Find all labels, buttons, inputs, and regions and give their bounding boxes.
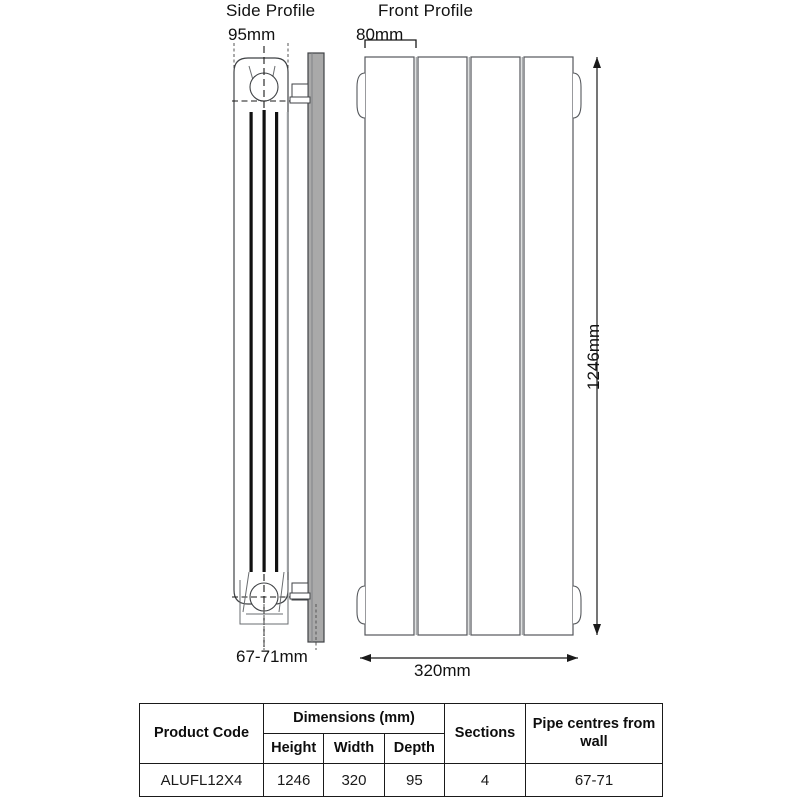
front-section-width-label: 80mm xyxy=(356,25,404,44)
header-sections: Sections xyxy=(445,704,526,764)
pipe-centres-label: 67-71mm xyxy=(236,647,308,666)
front-left-cap-top xyxy=(357,73,365,118)
front-profile-title: Front Profile xyxy=(378,1,474,20)
front-section-2 xyxy=(418,57,467,635)
side-profile-title: Side Profile xyxy=(226,1,316,20)
header-depth: Depth xyxy=(384,734,444,764)
cell-width: 320 xyxy=(324,764,384,797)
side-profile-group xyxy=(232,43,324,650)
front-section-3 xyxy=(471,57,520,635)
front-section-1 xyxy=(365,57,414,635)
cell-pipe-centres: 67-71 xyxy=(526,764,663,797)
top-bracket-plate xyxy=(290,97,310,103)
wall-bar xyxy=(308,53,324,642)
side-fin-2 xyxy=(263,110,266,572)
front-right-cap-top xyxy=(573,73,581,118)
width-dim-arrow-right xyxy=(567,654,578,662)
front-left-cap-bottom xyxy=(357,586,365,624)
cell-sections: 4 xyxy=(445,764,526,797)
header-pipe-centres: Pipe centres from wall xyxy=(526,704,663,764)
table-header-row-1 xyxy=(140,704,663,734)
cell-depth: 95 xyxy=(384,764,444,797)
header-height: Height xyxy=(264,734,324,764)
front-profile-group xyxy=(357,40,601,662)
cell-height: 1246 xyxy=(264,764,324,797)
side-depth-label: 95mm xyxy=(228,25,276,44)
front-section-4 xyxy=(524,57,573,635)
header-product-code: Product Code xyxy=(140,704,264,764)
side-fin-3 xyxy=(275,112,278,572)
header-width: Width xyxy=(324,734,384,764)
height-dim-arrow-top xyxy=(593,57,601,68)
front-total-width-label: 320mm xyxy=(414,661,471,680)
front-right-cap-bottom xyxy=(573,586,581,624)
specification-table xyxy=(139,703,663,797)
cell-product-code: ALUFL12X4 xyxy=(140,764,264,797)
table-row xyxy=(140,764,663,797)
side-body-outline xyxy=(234,58,288,604)
width-dim-arrow-left xyxy=(360,654,371,662)
bottom-bracket-plate xyxy=(290,593,310,599)
side-fin-1 xyxy=(250,112,253,572)
height-dim-arrow-bottom xyxy=(593,624,601,635)
header-dimensions-group: Dimensions (mm) xyxy=(264,704,445,734)
front-total-height-label: 1246mm xyxy=(584,323,603,390)
